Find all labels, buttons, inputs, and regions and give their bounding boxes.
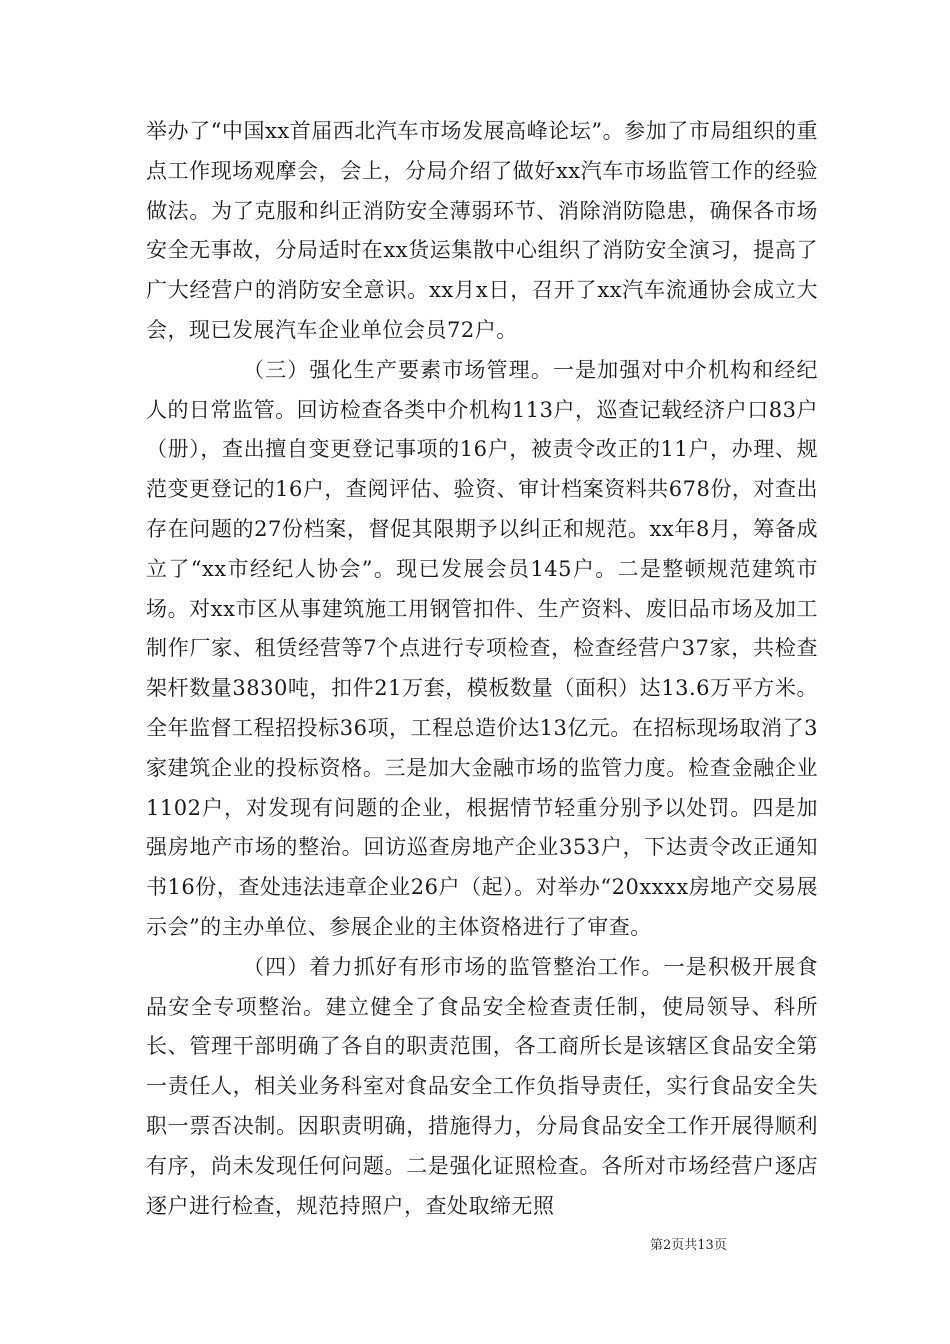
paragraph-continuation: 举办了“中国xx首届西北汽车市场发展高峰论坛”。参加了市局组织的重点工作现场观摩会，会上，分局介绍了做好xx汽车市场监管工作的经验做法。为了克服和纠正消防安全薄弱环节、消除消防隐患，确保各市场安全无事故，分局适时在xx货运集散中心组织了消防安全演习，提高了广大经营户的消防安全意识。xx月x日，召开了xx汽车流通协会成立大会，现已发展汽车企业单位会员72户。 xyxy=(146,119,818,342)
page-number-footer: 第2页共13页 xyxy=(650,1238,727,1253)
paragraph-section-four: （四）着力抓好有形市场的监管整治工作。一是积极开展食品安全专项整治。建立健全了食品安全检查责任制，使局领导、科所长、管理干部明确了各自的职责范围，各工商所长是该辖区食品安全第一责任人，相关业务科室对食品安全工作负指导责任，实行食品安全失职一票否决制。因职责明确，措施得力，分局食品安全工作开展得顺利有序，尚未发现任何问题。二是强化证照检查。各所对市场经营户逐店逐户进行检查，规范持照户，查处取缔无照 xyxy=(146,954,818,1218)
paragraph-section-three: （三）强化生产要素市场管理。一是加强对中介机构和经纪人的日常监管。回访检查各类中介机构113户，巡查记载经济户口83户（册），查出擅自变更登记事项的16户，被责令改正的11户，办理、规范变更登记的16户，查阅评估、验资、审计档案资料共678份，对查出存在问题的27份档案，督促其限期予以纠正和规范。xx年8月，筹备成立了“xx市经纪人协会”。现已发展会员145户。二是整顿规范建筑市场。对xx市区从事建筑施工用钢管扣件、生产资料、废旧品市场及加工制作厂家、租赁经营等7个点进行专项检查，检查经营户37家，共检查架杆数量3830吨，扣件21万套，模板数量（面积）达13.6万平方米。全年监督工程招投标36项，工程总造价达13亿元。在招标现场取消了3家建筑企业的投标资格。三是加大金融市场的监管力度。检查金融企业1102户，对发现有问题的企业，根据情节轻重分别予以处罚。四是加强房地产市场的整治。回访巡查房地产企业353户，下达责令改正通知书16份，查处违法违章企业26户（起）。对举办“20xxxx房地产交易展示会”的主办单位、参展企业的主体资格进行了审查。 xyxy=(146,357,818,939)
document-body xyxy=(146,112,818,1226)
